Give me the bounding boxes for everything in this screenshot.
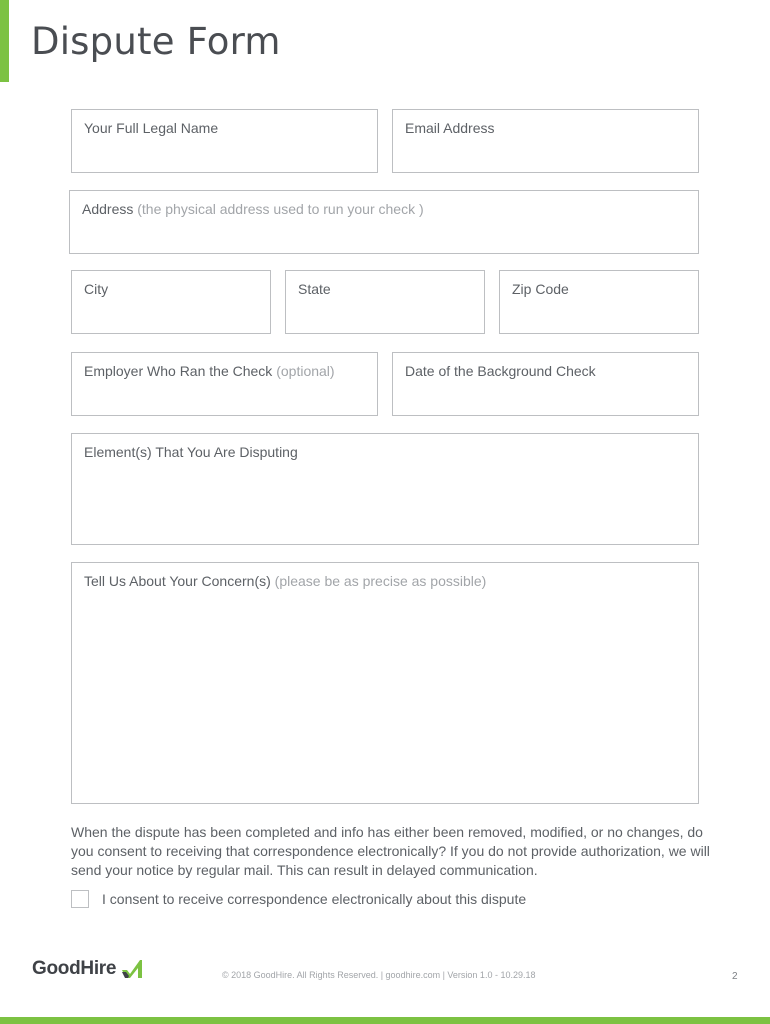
- page-number: 2: [732, 971, 738, 982]
- email-field[interactable]: [392, 109, 699, 173]
- concern-hint: (please be as precise as possible): [274, 573, 487, 589]
- employer-field[interactable]: [71, 352, 378, 416]
- address-label: Address: [82, 201, 134, 217]
- concern-field[interactable]: [71, 562, 699, 804]
- employer-hint: (optional): [276, 363, 335, 379]
- concern-label: Tell Us About Your Concern(s): [84, 573, 271, 589]
- full-name-label: Your Full Legal Name: [84, 120, 219, 136]
- disputed-elements-field[interactable]: [71, 433, 699, 545]
- disputed-elements-label: Element(s) That You Are Disputing: [84, 444, 298, 460]
- employer-label: Employer Who Ran the Check: [84, 363, 273, 379]
- footer-text: © 2018 GoodHire. All Rights Reserved. | goodhire.com | Version 1.0 - 10.29.18: [222, 970, 536, 980]
- accent-bar: [0, 0, 9, 82]
- state-field[interactable]: [285, 270, 485, 334]
- footer-accent-bar: [0, 1017, 770, 1024]
- page-title: Dispute Form: [31, 20, 281, 63]
- check-date-field[interactable]: [392, 352, 699, 416]
- address-field[interactable]: [69, 190, 699, 254]
- checkmark-icon: [120, 958, 144, 980]
- consent-paragraph: When the dispute has been completed and info has either been removed, modified, or no changes, do you consent to receiving that correspondence electronically? If you do not provide authorization, we will send your notice by regular mail. This can result in delayed communication.: [71, 824, 710, 878]
- logo-text: GoodHire: [32, 958, 117, 979]
- full-name-field[interactable]: [71, 109, 378, 173]
- city-field[interactable]: [71, 270, 271, 334]
- zip-code-field[interactable]: [499, 270, 699, 334]
- address-hint: (the physical address used to run your check ): [137, 201, 424, 217]
- zip-code-label: Zip Code: [512, 281, 569, 297]
- check-date-label: Date of the Background Check: [405, 363, 596, 379]
- goodhire-logo: [32, 958, 144, 980]
- city-label: City: [84, 281, 109, 297]
- email-label: Email Address: [405, 120, 495, 136]
- state-label: State: [298, 281, 331, 297]
- consent-checkbox[interactable]: [71, 890, 89, 908]
- consent-checkbox-label: I consent to receive correspondence electronically about this dispute: [102, 891, 527, 907]
